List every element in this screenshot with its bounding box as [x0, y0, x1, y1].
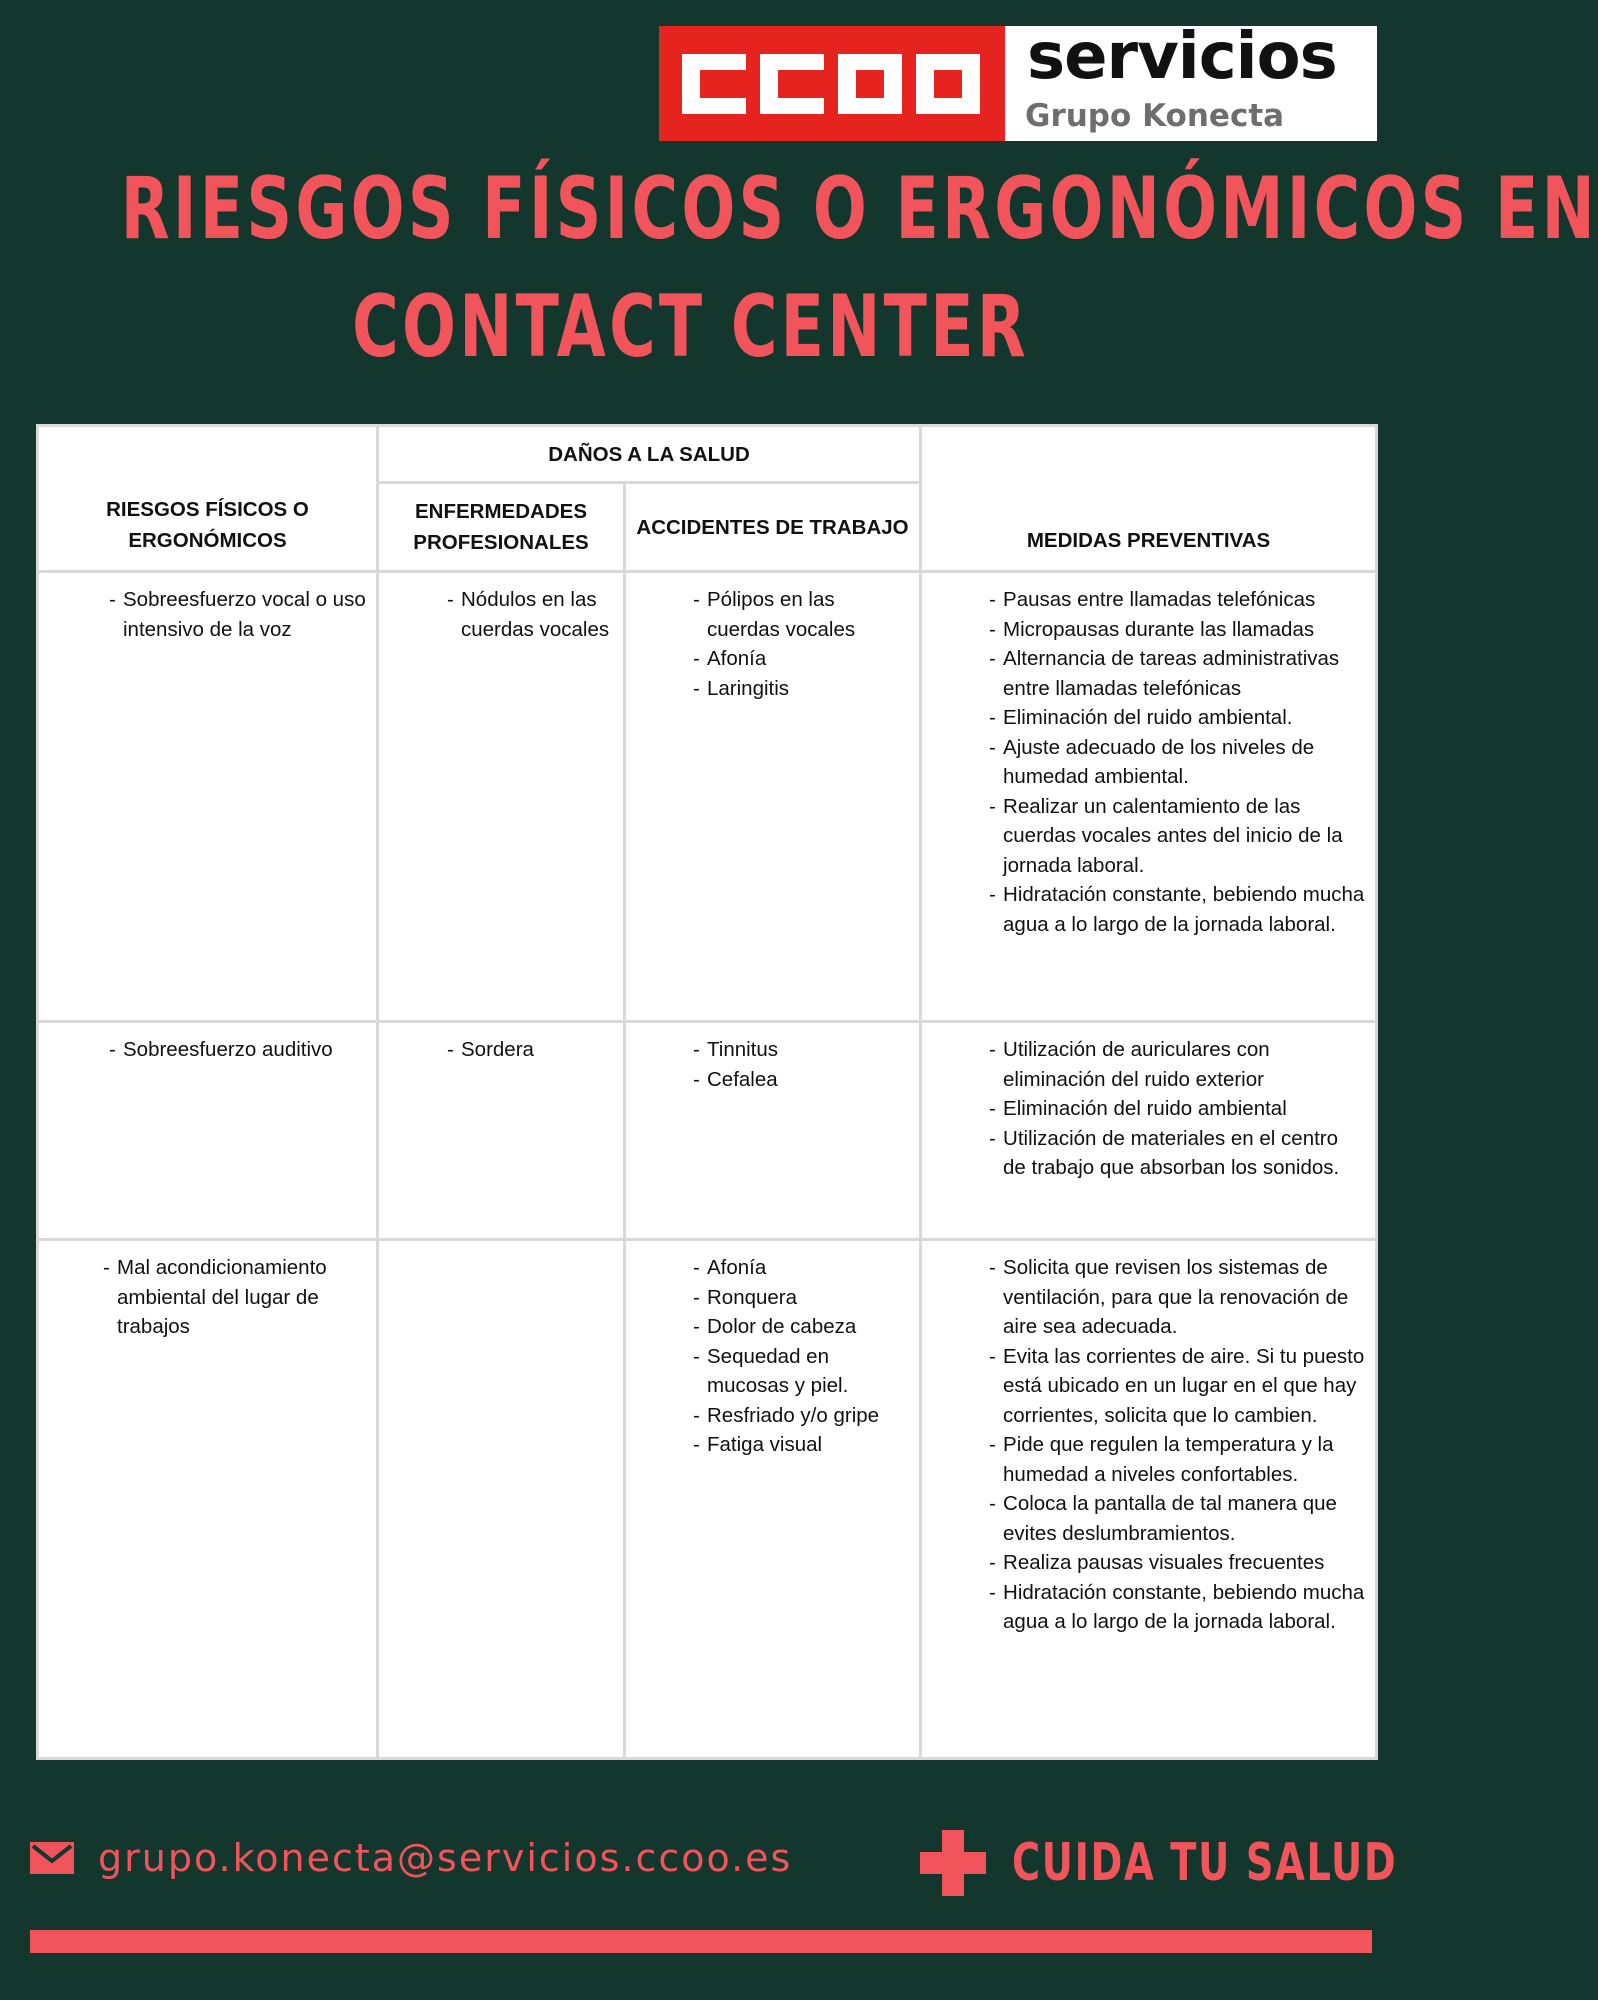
email-contact[interactable]: [30, 1836, 792, 1880]
risks-table: [36, 424, 1378, 1760]
cell-diseases: [378, 1022, 625, 1240]
cell-measures: [921, 1240, 1377, 1759]
list-item: - Utilización de materiales en el centro de trabajo que absorban los sonidos.: [989, 1124, 1365, 1183]
list-item: - Ajuste adecuado de los niveles de humedad ambiental.: [989, 733, 1365, 792]
logo-text-panel: [1005, 20, 1377, 141]
page-title: [120, 150, 1598, 386]
list-item: - Micropausas durante las llamadas: [989, 615, 1365, 645]
list-item: - Fatiga visual: [693, 1430, 913, 1460]
title-line-1: RIESGOS FÍSICOS O ERGONÓMICOS EN: [120, 159, 1598, 259]
cell-diseases: [378, 1240, 625, 1759]
list-item: - Pausas entre llamadas telefónicas: [989, 585, 1365, 615]
list-item: - Pide que regulen la temperatura y la humedad a niveles confortables.: [989, 1430, 1365, 1489]
envelope-icon: [30, 1842, 74, 1874]
list-item: - Solicita que revisen los sistemas de ventilación, para que la renovación de aire sea adecuada.: [989, 1253, 1365, 1342]
table-row: [38, 572, 1377, 1022]
logo-group: Grupo Konecta: [1025, 98, 1285, 134]
list-item: - Coloca la pantalla de tal manera que evites deslumbramientos.: [989, 1489, 1365, 1548]
cell-risks: [38, 572, 378, 1022]
list-item: - Hidratación constante, bebiendo mucha agua a lo largo de la jornada laboral.: [989, 880, 1365, 939]
list-item: - Mal acondicionamiento ambiental del lugar de trabajos: [103, 1253, 366, 1342]
list-item: - Utilización de auriculares con eliminación del ruido exterior: [989, 1035, 1365, 1094]
list-item: - Realiza pausas visuales frecuentes: [989, 1548, 1365, 1578]
cell-accidents: [625, 1022, 921, 1240]
table-row: [38, 1240, 1377, 1759]
table-row: [38, 1022, 1377, 1240]
list-item: - Afonía: [693, 1253, 913, 1283]
list-item: - Nódulos en las cuerdas vocales: [447, 585, 617, 644]
ccoo-letters-icon: [682, 54, 982, 114]
list-item: - Cefalea: [693, 1065, 913, 1095]
ccoo-logo-mark: [659, 26, 1005, 141]
cell-measures: [921, 1022, 1377, 1240]
list-item: - Eliminación del ruido ambiental: [989, 1094, 1365, 1124]
list-item: - Sobreesfuerzo vocal o uso intensivo de la voz: [109, 585, 366, 644]
list-item: - Pólipos en las cuerdas vocales: [693, 585, 913, 644]
list-item: - Hidratación constante, bebiendo mucha agua a lo largo de la jornada laboral.: [989, 1578, 1365, 1637]
cell-accidents: [625, 1240, 921, 1759]
list-item: - Sequedad en mucosas y piel.: [693, 1342, 913, 1401]
header-damage-group: DAÑOS A LA SALUD: [378, 426, 921, 483]
cell-risks: [38, 1240, 378, 1759]
header-accidents: ACCIDENTES DE TRABAJO: [625, 483, 921, 572]
list-item: - Realizar un calentamiento de las cuerdas vocales antes del inicio de la jornada laboral.: [989, 792, 1365, 881]
email-link[interactable]: grupo.konecta@servicios.ccoo.es: [98, 1836, 793, 1880]
footer-accent-bar: [30, 1930, 1372, 1953]
list-item: - Alternancia de tareas administrativas entre llamadas telefónicas: [989, 644, 1365, 703]
header-diseases: ENFERMEDADES PROFESIONALES: [378, 483, 625, 572]
list-item: - Eliminación del ruido ambiental.: [989, 703, 1365, 733]
list-item: - Laringitis: [693, 674, 913, 704]
cell-diseases: [378, 572, 625, 1022]
list-item: - Sobreesfuerzo auditivo: [109, 1035, 366, 1065]
list-item: - Ronquera: [693, 1283, 913, 1313]
list-item: - Dolor de cabeza: [693, 1312, 913, 1342]
list-item: - Afonía: [693, 644, 913, 674]
cell-accidents: [625, 572, 921, 1022]
cross-icon: [920, 1830, 986, 1896]
risks-table-container: [36, 424, 1378, 1760]
list-item: - Evita las corrientes de aire. Si tu puesto está ubicado en un lugar en el que hay corrientes, solicita que lo cambien.: [989, 1342, 1365, 1431]
list-item: - Tinnitus: [693, 1035, 913, 1065]
list-item: - Sordera: [447, 1035, 617, 1065]
cell-risks: [38, 1022, 378, 1240]
title-line-2: CONTACT CENTER: [352, 277, 1030, 377]
logo: [659, 20, 1377, 141]
header-measures: MEDIDAS PREVENTIVAS: [921, 426, 1377, 572]
cell-measures: [921, 572, 1377, 1022]
slogan: [920, 1830, 1482, 1896]
slogan-text: CUIDA TU SALUD: [1012, 1833, 1398, 1893]
logo-name: servicios: [1027, 20, 1337, 94]
list-item: - Resfriado y/o gripe: [693, 1401, 913, 1431]
header-risks: RIESGOS FÍSICOS O ERGONÓMICOS: [38, 426, 378, 572]
